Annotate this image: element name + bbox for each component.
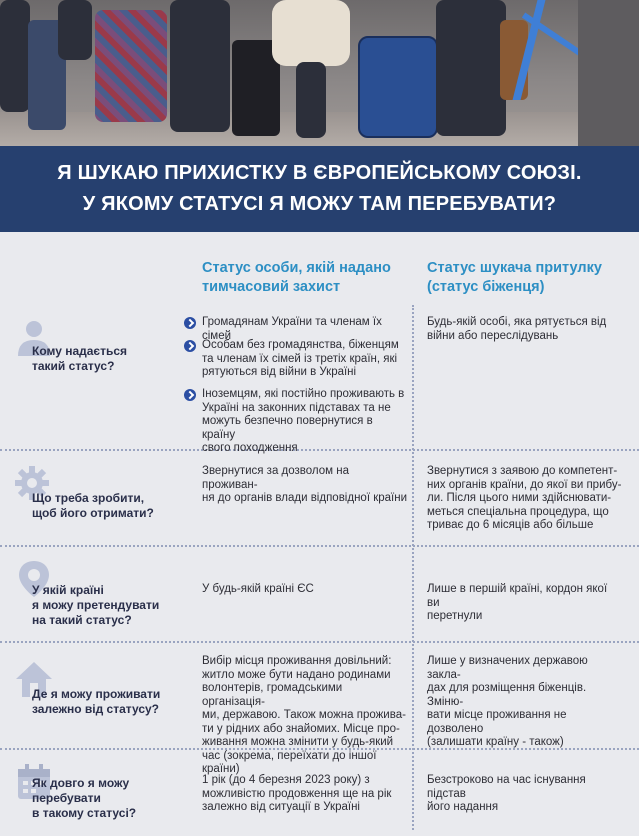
cell-line: Іноземцям, які постійно проживають в: [202, 388, 405, 400]
photo-person: [58, 0, 92, 60]
asylum-cell: [427, 655, 622, 750]
cell-line: них органів країни, до якої ви прибу-: [427, 478, 622, 491]
temporary-cell: [202, 774, 407, 815]
page-title-line-1: Я ШУКАЮ ПРИХИСТКУ В ЄВРОПЕЙСЬКОМУ СОЮЗІ.: [57, 162, 582, 184]
cell-line: Громадянам України та членам їх сімей: [202, 316, 382, 342]
column-divider: [412, 305, 414, 830]
photo-wall: [578, 0, 639, 146]
row-divider: [0, 641, 639, 643]
cell-line: його надання: [427, 801, 499, 813]
photo-suitcase: [358, 36, 438, 138]
cell-line: Україні на законних підставах та не: [202, 401, 391, 414]
column-header-temporary-protection: [202, 259, 391, 297]
cell-line: можуть безпечно повернутися в країну: [202, 415, 373, 441]
asylum-cell: [427, 465, 622, 533]
row-divider: [0, 545, 639, 547]
cell-line: Звернутися за дозволом на проживан-: [202, 465, 350, 491]
column-header-asylum-seeker: [427, 259, 602, 297]
asylum-cell: [427, 583, 622, 624]
question-line: такий статус?: [32, 359, 115, 373]
question-line: перебувати: [32, 791, 101, 805]
column-header-line: Статус особи, якій надано: [202, 260, 391, 276]
photo-child: [272, 0, 350, 66]
row-question: [32, 776, 136, 821]
cell-line: Особам без громадянства, біженцям: [202, 339, 399, 351]
cell-line: дах для розміщення біженців. Зміню-: [427, 682, 587, 708]
temporary-bullet-text: [202, 339, 407, 380]
row-question: [32, 687, 160, 717]
photo-child: [296, 62, 326, 138]
cell-line: рятуються від війни в Україні: [202, 366, 357, 378]
question-line: Що треба зробити,: [32, 491, 145, 505]
question-line: я можу претендувати: [32, 598, 160, 612]
temporary-bullet-text: [202, 388, 407, 456]
cell-line: залежно від ситуації в Україні: [202, 801, 360, 813]
title-banner: [0, 146, 639, 232]
cell-line: вати місце проживання не дозволено: [427, 709, 567, 735]
cell-line: Безстроково на час існування підстав: [427, 774, 586, 800]
cell-line: ня до органів влади відповідної країни: [202, 492, 407, 504]
row-question: [32, 491, 154, 521]
cell-line: (залишати країну - також): [427, 736, 564, 748]
question-line: У якій країні: [32, 583, 104, 597]
question-line: на такий статус?: [32, 613, 132, 627]
column-header-line: тимчасовий захист: [202, 279, 341, 295]
temporary-cell: [202, 655, 407, 777]
question-line: Кому надається: [32, 344, 127, 358]
cell-line: Будь-якій особі, яка рятується від: [427, 316, 607, 328]
column-header-line: Статус шукача притулку: [427, 260, 602, 276]
photo-person: [436, 0, 506, 136]
cell-line: Лише у визначених державою закла-: [427, 655, 588, 681]
row-question: [32, 583, 159, 628]
cell-line: 1 рік (до 4 березня 2023 року) з: [202, 774, 370, 786]
cell-line: час (зокрема, переїхати до іншої країни): [202, 749, 377, 775]
temporary-cell: [202, 583, 407, 597]
photo-suitcase: [95, 10, 167, 122]
cell-line: Вибір місця проживання довільний:: [202, 655, 392, 667]
page-title-line-2: У ЯКОМУ СТАТУСІ Я МОЖУ ТАМ ПЕРЕБУВАТИ?: [82, 193, 557, 215]
question-line: в такому статусі?: [32, 806, 137, 820]
bullet-arrow-icon: [184, 389, 196, 401]
cell-line: Звернутися з заявою до компетент-: [427, 465, 618, 477]
cell-line: ти у рідних або знайомих. Місце про-: [202, 722, 400, 735]
question-line: залежно від статусу?: [32, 702, 159, 716]
question-line: щоб його отримати?: [32, 506, 154, 520]
cell-line: свого походження: [202, 442, 298, 454]
asylum-cell: [427, 774, 622, 815]
photo-person: [0, 0, 30, 112]
cell-line: та членам їх сімей із третіх країн, які: [202, 352, 398, 365]
photo-person: [170, 0, 230, 132]
cell-line: війни або переслідувань: [427, 329, 559, 342]
asylum-cell: [427, 316, 622, 343]
cell-line: ли. Після цього ними здійснювати-: [427, 492, 612, 504]
cell-line: можливістю продовження ще на рік: [202, 787, 392, 800]
cell-line: ми, державою. Також можна прожива-: [202, 709, 406, 721]
header-photo: [0, 0, 639, 146]
question-line: Де я можу проживати: [32, 687, 161, 701]
cell-line: живання можна змінити у будь-який: [202, 736, 394, 748]
cell-line: волонтерів, громадськими організація-: [202, 682, 343, 708]
bullet-arrow-icon: [184, 340, 196, 352]
cell-line: житло може бути надано родинами: [202, 668, 391, 681]
question-line: Як довго я можу: [32, 776, 130, 790]
temporary-cell: [202, 465, 407, 506]
cell-line: перетнули: [427, 610, 483, 622]
cell-line: триває до 6 місяців або більше: [427, 519, 594, 531]
cell-line: меться спеціальна процедура, що: [427, 505, 609, 518]
cell-line: У будь-якій країні ЄС: [202, 583, 314, 595]
column-header-line: (статус біженця): [427, 279, 545, 295]
bullet-arrow-icon: [184, 317, 196, 329]
row-question: [32, 344, 127, 374]
cell-line: Лише в першій країні, кордон якої ви: [427, 583, 608, 609]
